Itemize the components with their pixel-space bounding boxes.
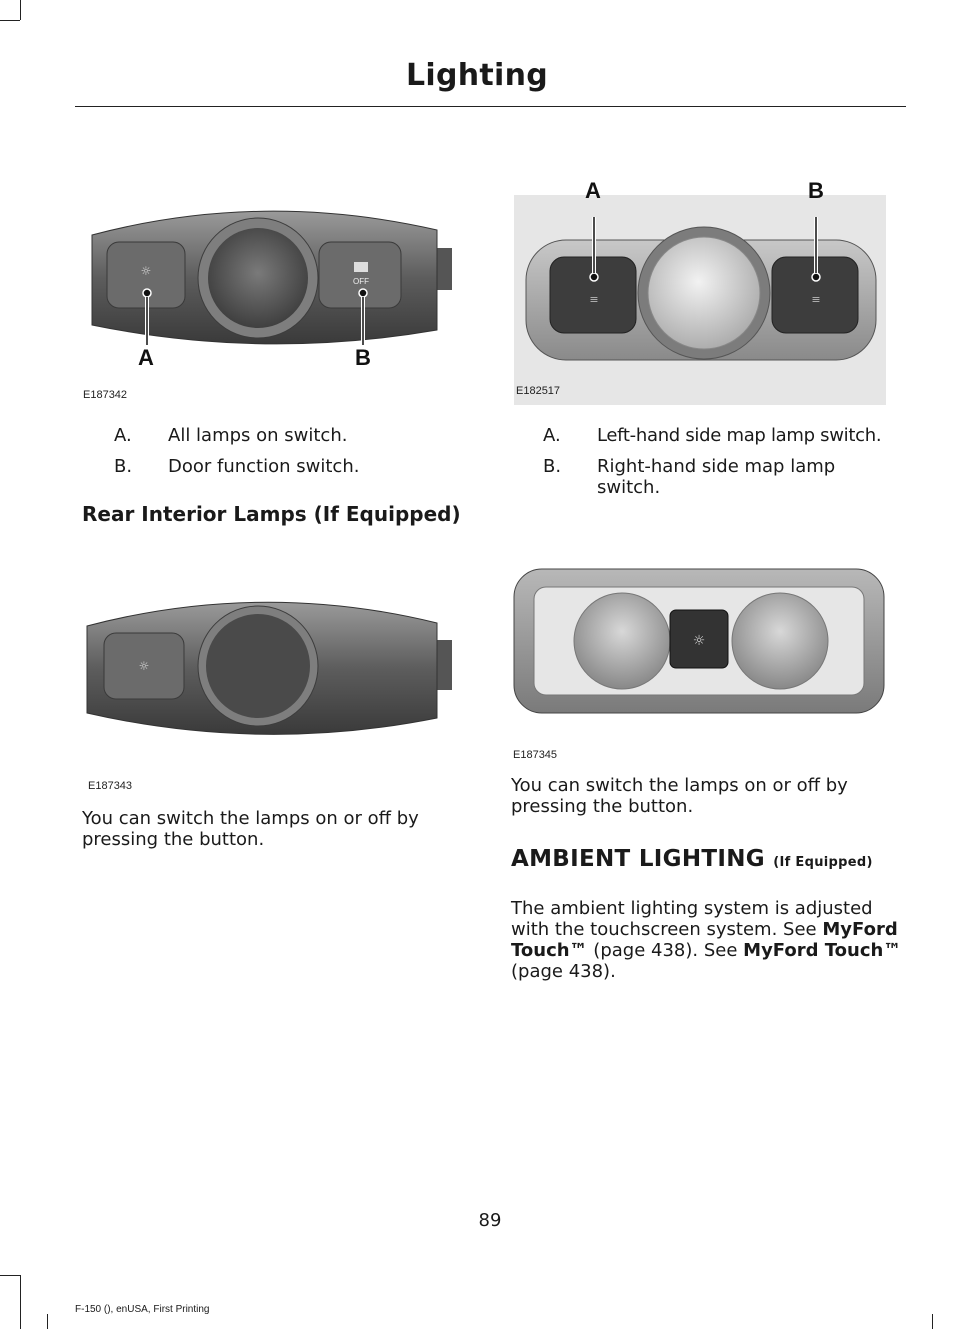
svg-text:≡: ≡	[589, 293, 599, 306]
crop-mark-bottom-left-h	[0, 1275, 20, 1276]
list-label: A.	[114, 425, 132, 446]
see-text: See	[783, 919, 817, 940]
switch-text-left: You can switch the lamps on or off by pressing the button.	[82, 808, 419, 850]
list-label: B.	[543, 456, 562, 477]
figure-code: E187342	[83, 389, 128, 401]
figure-code: E182517	[516, 385, 561, 397]
page-title: Lighting	[405, 58, 549, 93]
svg-text:≡: ≡	[811, 293, 821, 306]
list-text: Right-hand side map lamp switch.	[597, 456, 836, 498]
list-text: All lamps on switch.	[168, 425, 348, 446]
ambient-heading	[511, 846, 873, 872]
fig1-callout-a: A	[138, 345, 154, 370]
crop-mark-bottom-center-v	[47, 1314, 48, 1329]
svg-text:☼: ☼	[692, 633, 706, 649]
list-text: Left-hand side map lamp switch.	[597, 425, 882, 446]
switch-text-right: You can switch the lamps on or off by pressing the button.	[511, 775, 848, 817]
ambient-heading-text: AMBIENT LIGHTING	[511, 846, 765, 872]
figure-code: E187343	[88, 780, 133, 792]
ambient-text: The ambient lighting system is adjusted with the touchscreen system.	[511, 898, 873, 940]
figure-map-lamps	[514, 195, 886, 405]
crop-mark-top-left-v	[20, 0, 21, 20]
off-label: OFF	[353, 277, 369, 286]
fig2-callout-a: A	[585, 178, 601, 203]
crop-mark-bottom-left-v	[20, 1275, 21, 1329]
page-reference: (page 438).	[511, 961, 616, 982]
fig2-callout-b: B	[808, 178, 824, 203]
figure-code: E187345	[513, 749, 558, 761]
figure-rear-overhead	[512, 565, 886, 717]
figure-rear-lamps	[82, 588, 457, 748]
ambient-paragraph	[511, 898, 906, 982]
page-number: 89	[478, 1210, 502, 1231]
svg-text:☼: ☼	[140, 264, 152, 278]
list-label: A.	[543, 425, 561, 446]
list-text: Door function switch.	[168, 456, 360, 477]
header-rule	[75, 106, 906, 107]
svg-text:☼: ☼	[138, 659, 150, 673]
ambient-heading-suffix: (If Equipped)	[773, 855, 873, 870]
cross-reference-link[interactable]: MyFord Touch™	[511, 919, 898, 961]
see-text: See	[703, 940, 738, 961]
footer-text: F-150 (), enUSA, First Printing	[75, 1304, 210, 1315]
fig1-callout-b: B	[355, 345, 371, 370]
page-reference: (page 438).	[593, 940, 699, 961]
cross-reference-link[interactable]: MyFord Touch™	[743, 940, 902, 961]
crop-mark-top-left-h	[0, 20, 20, 21]
section-heading: Rear Interior Lamps (If Equipped)	[82, 502, 461, 526]
list-label: B.	[114, 456, 133, 477]
crop-mark-bottom-right-v	[932, 1314, 933, 1329]
